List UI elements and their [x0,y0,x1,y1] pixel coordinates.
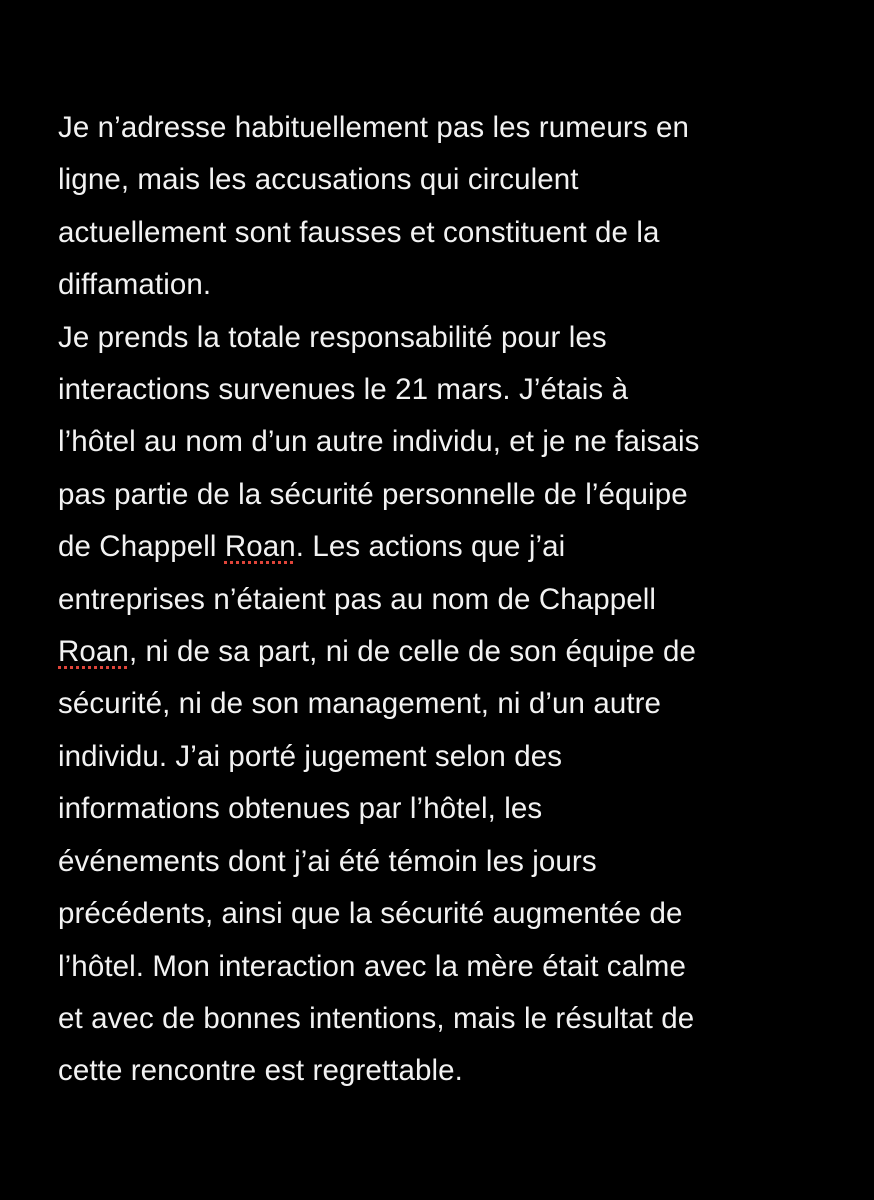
text-line: individu. J’ai porté jugement selon des [58,739,563,773]
text-line: Je prends la totale responsabilité pour les [58,320,607,354]
text-line: informations obtenues par l’hôtel, les [58,792,543,826]
misspelled-word[interactable]: Roan [58,635,129,669]
text-line: cette rencontre est regrettable. [58,1054,463,1088]
text-segment: de Chappell [58,530,225,564]
text-line: ligne, mais les accusations qui circulent [58,163,579,197]
text-line: Je n’adresse habituellement pas les rumeurs en [58,111,689,144]
misspelled-word[interactable]: Roan [224,530,296,564]
text-line: actuellement sont fausses et constituent de la [58,215,660,249]
text-line: l’hôtel au nom d’un autre individu, et je ne faisais [58,425,700,459]
text-line: l’hôtel. Mon interaction avec la mère était calme [58,949,686,983]
text-segment: , ni de sa part, ni de celle de son équipe de [128,635,696,669]
text-segment: . Les actions que j’ai [295,530,566,564]
text-line: diffamation. [58,268,212,302]
text-line: interactions survenues le 21 mars. J’étais à [58,373,629,407]
statement-text[interactable] [58,102,848,1098]
text-line: sécurité, ni de son management, ni d’un autre [58,687,662,721]
text-line [58,521,848,573]
text-line: et avec de bonnes intentions, mais le résultat de [58,1001,695,1035]
text-line: événements dont j’ai été témoin les jours [58,844,597,878]
text-line: pas partie de la sécurité personnelle de l’équipe [58,477,688,511]
text-line [58,626,848,678]
text-line: précédents, ainsi que la sécurité augmentée de [58,897,683,931]
text-line: entreprises n’étaient pas au nom de Chappell [58,582,657,616]
